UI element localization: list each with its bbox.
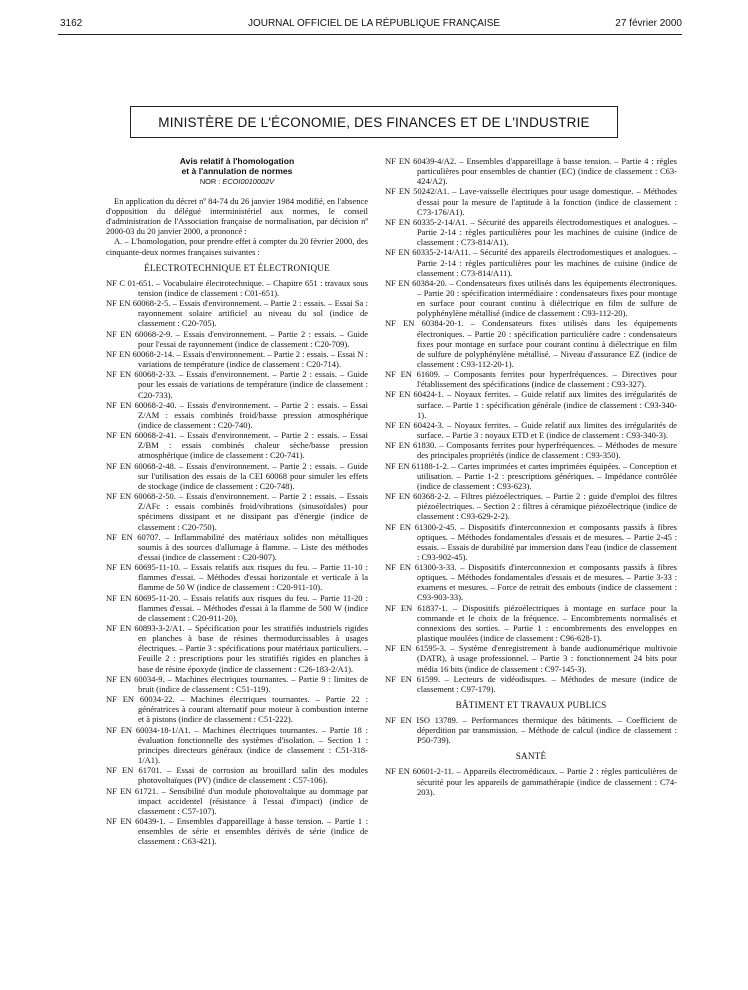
standard-entry: NF EN 60335-2-14/A1. – Sécurité des appareils électrodomestiques et analogues. – Partie 2-14 : règles particulières pour les machines de cuisine (indice de classement : C73-814/A1). — [385, 216, 677, 248]
notice-paragraph: A. – L'homologation, pour prendre effet à compter du 20 février 2000, des cinquante-deux normes françaises suivantes : — [106, 236, 368, 257]
standard-entry: NF EN 60068-2-40. – Essais d'environnement. – Partie 2 : essais. – Essai Z/AM : essais combinés froid/basse pression atmosphérique (indice de classement : C20-740). — [106, 399, 368, 430]
standard-entry: NF EN 61300-2-45. – Dispositifs d'interconnexion et composants passifs à fibres optiques. – Méthodes fondamentales d'essais et de mesures. – Partie 2-45 : essais. – Essais de durabilité par immersion dans l'eau (indice de classement : C93-902-45). — [385, 521, 677, 562]
nor-label: NOR : — [199, 177, 221, 186]
page-number: 3162 — [60, 18, 83, 29]
standard-entry: NF EN 60384-20. – Condensateurs fixes utilisés dans les équipements électroniques. – Partie 20 : spécification intermédiaire : condensateurs fixes pour montage en surface pour courant continu à diélectrique en film de sulfure de polyphénylène métallisé (indice de classement : C93-112-20). — [385, 277, 677, 319]
standard-entry: NF EN 61300-3-33. – Dispositifs d'interconnexion et composants passifs à fibres optiques. – Méthodes fondamentales d'essais et de mesures. – Partie 3-33 : examens et mesures. – Force de retrait des embouts (indice de classement : C93-903-33). — [385, 562, 677, 603]
header-rule — [58, 34, 682, 35]
notice-title — [106, 156, 368, 176]
standard-entry: NF EN 60893-3-2/A1. – Spécification pour les stratifiés industriels rigides en planches à base de résines thermodurcissables à usages électriques. – Partie 3 : spécifications pour matériaux particuliers. – Feuille 2 : prescriptions pour les stratifiés rigides en planches à base de résine époxyde (indice de classement : C26-183-2/A1). — [106, 623, 368, 674]
standard-entry: NF EN 60601-2-11. – Appareils électromédicaux. – Partie 2 : règles particulières de sécurité pour les appareils de gammathérapie (indice de classement : C74-203). — [385, 766, 677, 797]
standard-entry: NF EN 60034-9. – Machines électriques tournantes. – Partie 9 : limites de bruit (indice de classement : C51-119). — [106, 673, 368, 694]
standard-entry: NF EN 60068-2-14. – Essais d'environnement. – Partie 2 : essais. – Essai N : variations de température (indice de classement : C20-714). — [106, 348, 368, 370]
standard-entry: NF EN 61188-1-2. – Cartes imprimées et cartes imprimées équipées. – Conception et utilisation. – Partie 1-2 : prescriptions génériques. – Impédance contrôlée (indice de classement : C93-623). — [385, 460, 677, 491]
standard-entry: NF EN 60335-2-14/A11. – Sécurité des appareils électrodomestiques et analogues. – Partie 2-14 : règles particulières pour les machines de cuisine (indice de classement : C73-814/A11). — [385, 247, 677, 278]
nor-code: ECOI0010002V — [222, 177, 275, 186]
standard-entry: NF EN 61599. – Lecteurs de vidéodisques. – Méthodes de mesure (indice de classement : C97-179). — [385, 673, 677, 694]
notice-title-line-1: Avis relatif à l'homologation — [179, 156, 295, 166]
standard-entry: NF EN 61721. – Sensibilité d'un module photovoltaïque au dommage par impact accidentel (résistance à l'essai d'impact) (indice de classement : C57-107). — [106, 785, 368, 816]
ministry-banner: MINISTÈRE DE L'ÉCONOMIE, DES FINANCES ET DE L'INDUSTRIE — [130, 106, 618, 138]
standards-list-batiment — [385, 715, 677, 745]
standard-entry: NF EN 60695-11-20. – Essais relatifs aux risques du feu. – Partie 11-20 : flammes d'essai. – Méthodes d'essai à la flamme de 500 W (indice de classement : C20-911-20). — [106, 592, 368, 623]
standard-entry: NF EN 60068-2-9. – Essais d'environnement. – Partie 2 : essais. – Guide pour l'essai de rayonnement (indice de classement : C20-709). — [106, 328, 368, 349]
standards-list-right — [385, 156, 677, 694]
standard-entry: NF EN 60439-4/A2. – Ensembles d'appareillage à basse tension. – Partie 4 : règles particulières pour ensembles de chantier (EC) (indice de classement : C63-424/A2). — [385, 156, 677, 187]
standard-entry: NF EN 60034-18-1/A1. – Machines électriques tournantes. – Partie 18 : évaluation fonctionnelle des systèmes d'isolation. – Section 1 : principes directeurs généraux (indice de classement : C51-318-1/A1). — [106, 724, 368, 765]
left-column — [106, 156, 368, 847]
notice-title-line-2: et à l'annulation de normes — [181, 166, 293, 176]
standard-entry: NF EN 60384-20-1. – Condensateurs fixes utilisés dans les équipements électroniques. – Partie 20 : spécification particulière cadre : condensateurs fixes pour montage en surface pour courant continu à diélectrique en film de sulfure de polyphénylène métallisé. – Niveau d'assurance EZ (indice de classement : C93-112-20-1). — [385, 318, 677, 369]
section-heading-sante: SANTÉ — [515, 751, 547, 762]
standard-entry: NF EN 60707. – Inflammabilité des matériaux solides non métalliques soumis à des sources d'allumage à flamme. – Liste des méthodes d'essai (indice de classement : C20-907). — [106, 531, 368, 562]
page-header — [0, 14, 748, 34]
standard-entry: NF EN 60068-2-41. – Essais d'environnement. – Partie 2 : essais. – Essai Z/BM : essais combinés chaleur sèche/basse pression atmosphérique (indice de classement : C20-741). — [106, 430, 368, 461]
notice-paragraph: En application du décret nº 84-74 du 26 janvier 1984 modifié, en l'absence d'opposition du délégué interministériel aux normes, le conseil d'administration de l'Association française de normalisation, par décision nº 2000-03 du 20 janvier 2000, a prononcé : — [106, 196, 368, 237]
standards-list-left — [106, 278, 368, 847]
standard-entry: NF EN 50242/A1. – Lave-vaisselle électriques pour usage domestique. – Méthodes d'essai pour la mesure de l'aptitude à la fonction (indice de classement : C73-176/A1). — [385, 186, 677, 217]
standard-entry: NF C 01-651. – Vocabulaire électrotechnique. – Chapitre 651 : travaux sous tension (indice de classement : C01-651). — [106, 277, 368, 298]
section-heading-batiment: BÂTIMENT ET TRAVAUX PUBLICS — [455, 699, 607, 710]
standard-entry: NF EN 60424-3. – Noyaux ferrites. – Guide relatif aux limites des irrégularités de surface. – Partie 3 : noyaux ETD et E (indice de classement : C93-340-3). — [385, 419, 677, 441]
standard-entry: NF EN 60368-2-2. – Filtres piézoélectriques. – Partie 2 : guide d'emploi des filtres piézoélectriques. – Section 2 : filtres à céramique piézoélectrique (indice de classement : C93-629-2-2). — [385, 491, 677, 522]
standard-entry: NF EN ISO 13789. – Performances thermique des bâtiments. – Coefficient de déperdition par transmission. – Méthode de calcul (indice de classement : P50-739). — [385, 715, 677, 746]
standard-entry: NF EN 60695-11-10. – Essais relatifs aux risques du feu. – Partie 11-10 : flammes d'essai. – Méthodes d'essai horizontale et verticale à la flamme de 50 W (indice de classement : C20-911-10). — [106, 562, 368, 593]
standard-entry: NF EN 61609. – Composants ferrites pour hyperfréquences. – Directives pour l'établissement des spécifications (indice de classement : C93-327). — [385, 369, 677, 390]
standard-entry: NF EN 61837-1. – Dispositifs piézoélectriques à montage en surface pour la commande et le choix de la fréquence. – Encombrements normalisés et connexions des sorties. – Partie 1 : encombrements des enveloppes en plastique moulées (indice de classement : C96-628-1). — [385, 602, 677, 644]
standard-entry: NF EN 60068-2-50. – Essais d'environnement. – Partie 2 : essais. – Essais Z/AFc : essais combinés froid/vibrations (sinusoïdales) pour spécimens dissipant et ne dissipant pas d'énergie (indice de classement : C20-750). — [106, 491, 368, 532]
standard-entry: NF EN 60424-1. – Noyaux ferrites. – Guide relatif aux limites des irrégularités de surface. – Partie 1 : spécification générale (indice de classement : C93-340-1). — [385, 389, 677, 420]
standard-entry: NF EN 61595-3. – Système d'enregistrement à bande audionumérique multivoie (DATR), à usage professionnel. – Partie 3 : fonctionnement 24 bits pour média 16 bits (indice de classement : C97-145-3). — [385, 643, 677, 674]
journal-title: JOURNAL OFFICIEL DE LA RÉPUBLIQUE FRANÇAISE — [247, 18, 501, 29]
right-column — [385, 156, 677, 797]
standard-entry: NF EN 61830. – Composants ferrites pour hyperfréquences. – Méthodes de mesure des principales propriétés (indice de classement : C93-350). — [385, 440, 677, 461]
standards-list-sante — [385, 766, 677, 796]
section-heading-electrotechnique: ÉLECTROTECHNIQUE ET ÉLECTRONIQUE — [144, 262, 330, 273]
standard-entry: NF EN 60034-22. – Machines électriques tournantes. – Partie 22 : génératrices à courant alternatif pour moteur à combustion interne et à pistons (indice de classement : C51-222). — [106, 694, 368, 725]
nor-reference — [106, 177, 368, 187]
standard-entry: NF EN 61701. – Essai de corrosion au brouillard salin des modules photovoltaïques (PV) (indice de classement : C57-106). — [106, 765, 368, 786]
standard-entry: NF EN 60439-1. – Ensembles d'appareillage à basse tension. – Partie 1 : ensembles de série et ensembles dérivés de série (indice de classement : C63-421). — [106, 816, 368, 847]
standard-entry: NF EN 60068-2-5. – Essais d'environnement. – Partie 2 : essais. – Essai Sa : rayonnement solaire artificiel au niveau du sol (indice de classement : C20-705). — [106, 298, 368, 329]
standard-entry: NF EN 60068-2-33. – Essais d'environnement. – Partie 2 : essais. – Guide pour les essais de variations de température (indice de classement : C20-733). — [106, 369, 368, 400]
issue-date: 27 février 2000 — [615, 18, 682, 29]
standard-entry: NF EN 60068-2-48. – Essais d'environnement. – Partie 2 : essais. – Guide sur l'utilisation des essais de la CEI 60068 pour simuler les effets de stockage (indice de classement : C20-748). — [106, 460, 368, 491]
